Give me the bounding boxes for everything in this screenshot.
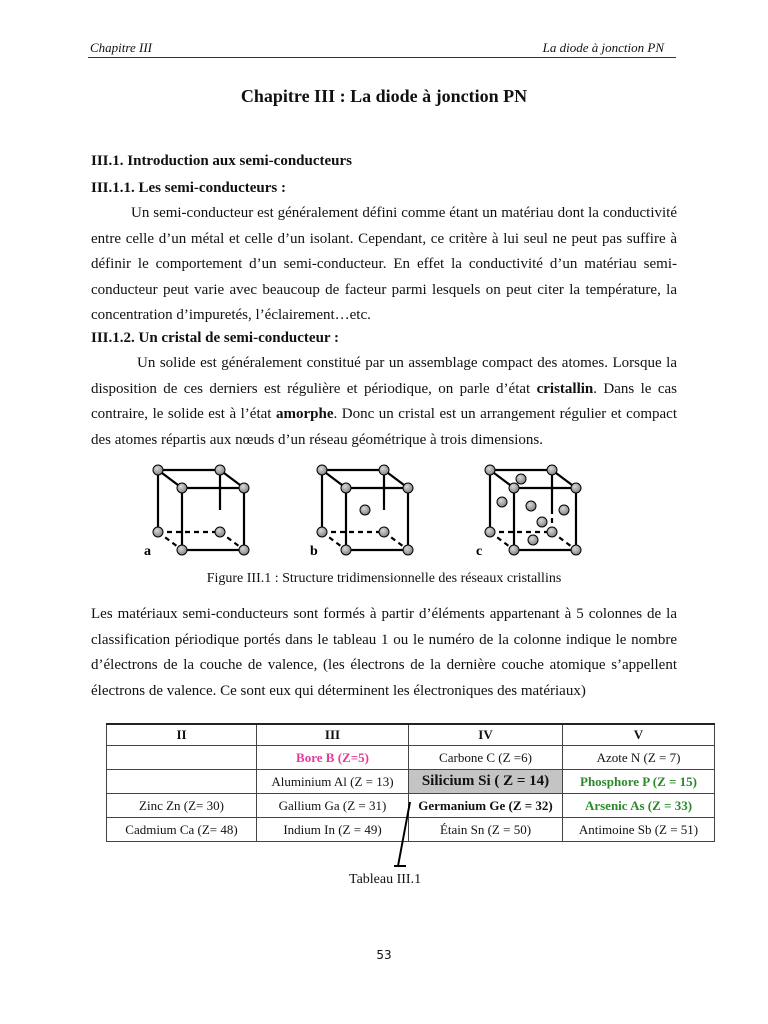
section-heading-1-2: III.1.2. Un cristal de semi-conducteur : (91, 330, 340, 346)
paragraph-crystal (91, 351, 677, 453)
figure-label-c: c (476, 544, 483, 559)
table-cell: Gallium Ga (Z = 31) (257, 794, 409, 818)
para2-text-1: Un solide est généralement constitué par un assemblage compact des atomes. Lorsque la disposition de ces derniers est régulière et périodique, on parle d’état (91, 355, 677, 397)
page-number: 53 (376, 948, 392, 962)
table-caption: Tableau III.1 (349, 872, 422, 887)
table-row (107, 770, 715, 794)
table-header-cell: IV (409, 724, 563, 746)
table-row (107, 746, 715, 770)
table-cell-silicium: Silicium Si ( Z = 14) (409, 770, 563, 794)
chapter-title: Chapitre III : La diode à jonction PN (240, 86, 528, 106)
table-cell (107, 770, 257, 794)
table-pointer-line (394, 800, 414, 872)
figure-label-b: b (310, 544, 318, 559)
table-cell: Cadmium Ca (Z= 48) (107, 818, 257, 842)
table-cell: Étain Sn (Z = 50) (409, 818, 563, 842)
table-header-row (107, 724, 715, 746)
table-header-cell: V (563, 724, 715, 746)
figure-label-a: a (144, 544, 151, 559)
table-cell-germanium: Germanium Ge (Z = 32) (409, 794, 563, 818)
table-cell-phosphore: Phosphore P (Z = 15) (563, 770, 715, 794)
term-cristallin: cristallin (536, 380, 594, 397)
table-cell: Carbone C (Z =6) (409, 746, 563, 770)
term-amorphe: amorphe (275, 406, 334, 423)
table-cell-bore: Bore B (Z=5) (257, 746, 409, 770)
table-header-cell: II (107, 724, 257, 746)
table-cell-arsenic: Arsenic As (Z = 33) (563, 794, 715, 818)
table-header-cell: III (257, 724, 409, 746)
table-cell: Zinc Zn (Z= 30) (107, 794, 257, 818)
table-cell: Indium In (Z = 49) (257, 818, 409, 842)
para2-text-3: . Donc un cristal est un arrangement régulier et compact des atomes répartis aux nœuds d’un réseau géométrique à trois dimensions. (91, 406, 677, 448)
running-header-left: Chapitre III (90, 40, 152, 55)
table-cell: Azote N (Z = 7) (563, 746, 715, 770)
figure-caption: Figure III.1 : Structure tridimensionnelle des réseaux cristallins (206, 571, 562, 586)
running-header-right: La diode à jonction PN (542, 40, 664, 55)
para2-text-2: . Dans le cas contraire, le solide est à l’état (91, 380, 677, 423)
table-cell: Antimoine Sb (Z = 51) (563, 818, 715, 842)
table-cell (107, 746, 257, 770)
header-rule (88, 57, 676, 58)
table-cell: Aluminium Al (Z = 13) (257, 770, 409, 794)
paragraph-materials: Les matériaux semi-conducteurs sont formés à partir d’éléments appartenant à 5 colonnes de la classification périodique portés dans le tableau 1 ou le numéro de la colonne indique le nombre d’électrons de la couche de valence, (les électrons de la dernière couche atomique s’appellent électrons de valence. Ce sont eux qui déterminent les électroniques des matériaux) (91, 606, 677, 699)
section-heading-1-1: III.1.1. Les semi-conducteurs : (91, 180, 286, 196)
section-heading-1: III.1. Introduction aux semi-conducteurs (91, 153, 352, 169)
cube-simple (158, 470, 244, 550)
paragraph-semiconductors: Un semi-conducteur est généralement défini comme étant un matériau dont la conductivité entre celle d’un métal et celle d’un isolant. Cependant, ce critère à lui seul ne peut pas suffire à définir le comportement d’un semi-conducteur. En effet la conductivité d’un matériau semi-conducteur peut varie avec beaucoup de facteur parmi lesquels on peut citer la température, la concentration d’impuretés, l’éclairement…etc. (91, 205, 677, 324)
crystal-lattice-figure (140, 460, 600, 560)
